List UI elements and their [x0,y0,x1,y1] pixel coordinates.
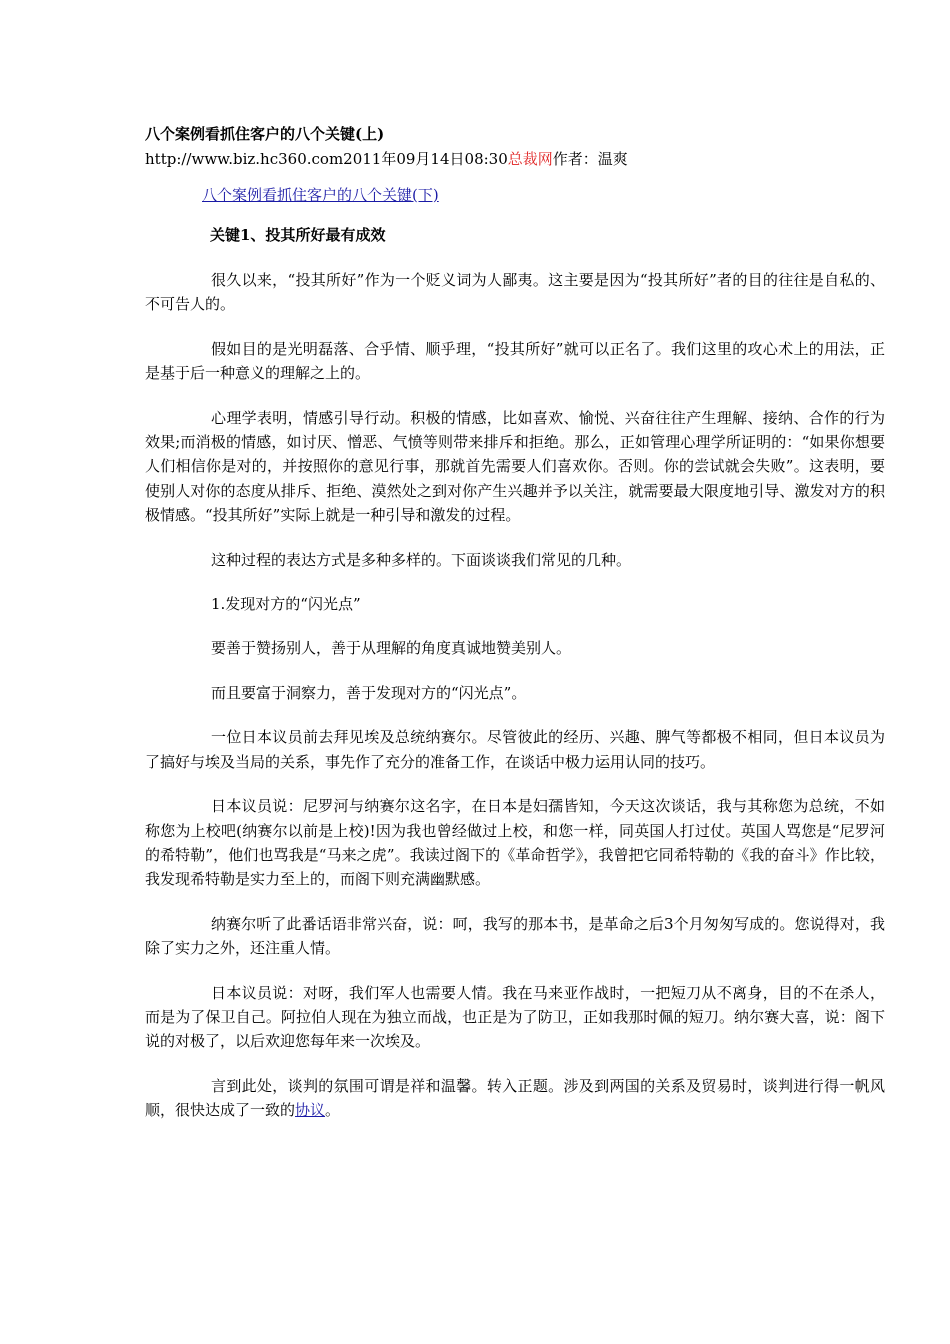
article [145,122,885,1123]
paragraph: 日本议员说：尼罗河与纳赛尔这名字，在日本是妇孺皆知，今天这次谈话，我与其称您为总统，不如称您为上校吧(纳赛尔以前是上校)!因为我也曾经做过上校，和您一样，同英国人打过仗。英国人骂您是“尼罗河的希特勒”，他们也骂我是“马来之虎”。我读过阁下的《革命哲学》，我曾把它同希特勒的《我的奋斗》作比较，我发现希特勒是实力至上的，而阁下则充满幽默感。 [145,797,885,889]
subheading: 1.发现对方的“闪光点” [211,595,361,614]
paragraph: 很久以来，“投其所好”作为一个贬义词为人鄙夷。这主要是因为“投其所好”者的目的往往是自私的、不可告人的。 [145,271,885,314]
author-name: 温爽 [597,150,628,168]
agreement-link[interactable]: 协议 [295,1101,326,1120]
article-meta [145,146,885,172]
paragraph: 而且要富于洞察力，善于发现对方的“闪光点”。 [211,683,527,702]
author-label: 作者： [552,150,598,168]
paragraph: 日本议员说：对呀，我们军人也需要人情。我在马来亚作战时，一把短刀从不离身，目的不在杀人，而是为了保卫自己。阿拉伯人现在为独立而战，也正是为了防卫，正如我那时佩的短刀。纳尔赛大喜，说：阁下说的对极了，以后欢迎您每年来一次埃及。 [145,983,885,1051]
section-heading: 关键1、投其所好最有成效 [210,226,386,244]
paragraph: 要善于赞扬别人，善于从理解的角度真诚地赞美别人。 [211,639,572,658]
paragraph-last [145,1074,885,1123]
paragraph: 这种过程的表达方式是多种多样的。下面谈谈我们常见的几种。 [211,550,632,569]
publish-date: 2011年09月14日08:30 [343,150,508,168]
paragraph-last-tail: 。 [325,1101,341,1120]
article-title: 八个案例看抓住客户的八个关键(上) [145,125,385,143]
related-article-link[interactable]: 八个案例看抓住客户的八个关键(下) [202,186,439,204]
source-url: http://www.biz.hc360.com [145,150,344,168]
paragraph: 心理学表明，情感引导行动。积极的情感，比如喜欢、愉悦、兴奋往往产生理解、接纳、合作的行为效果;而消极的情感，如讨厌、憎恶、气愤等则带来排斥和拒绝。那么，正如管理心理学所证明的：“如果你想要人们相信你是对的，并按照你的意见行事，那就首先需要人们喜欢你。否则。你的尝试就会失败”。这表明，要使别人对你的态度从排斥、拒绝、漠然处之到对你产生兴趣并予以关注，就需要最大限度地引导、激发对方的积极情感。“投其所好”实际上就是一种引导和激发的过程。 [145,408,885,525]
paragraph-last-text: 言到此处，谈判的氛围可谓是祥和温馨。转入正题。涉及到两国的关系及贸易时，谈判进行得一帆风顺，很快达成了一致的 [145,1076,885,1120]
source-name: 总裁网 [507,150,553,168]
paragraph: 一位日本议员前去拜见埃及总统纳赛尔。尽管彼此的经历、兴趣、脾气等都极不相同，但日本议员为了搞好与埃及当局的关系，事先作了充分的准备工作，在谈话中极力运用认同的技巧。 [145,728,885,771]
paragraph: 假如目的是光明磊落、合乎情、顺乎理，“投其所好”就可以正名了。我们这里的攻心术上的用法，正是基于后一种意义的理解之上的。 [145,339,885,383]
related-article [145,182,885,208]
paragraph: 纳赛尔听了此番话语非常兴奋，说：呵，我写的那本书，是革命之后3个月匆匆写成的。您说得对，我除了实力之外，还注重人情。 [145,914,885,958]
